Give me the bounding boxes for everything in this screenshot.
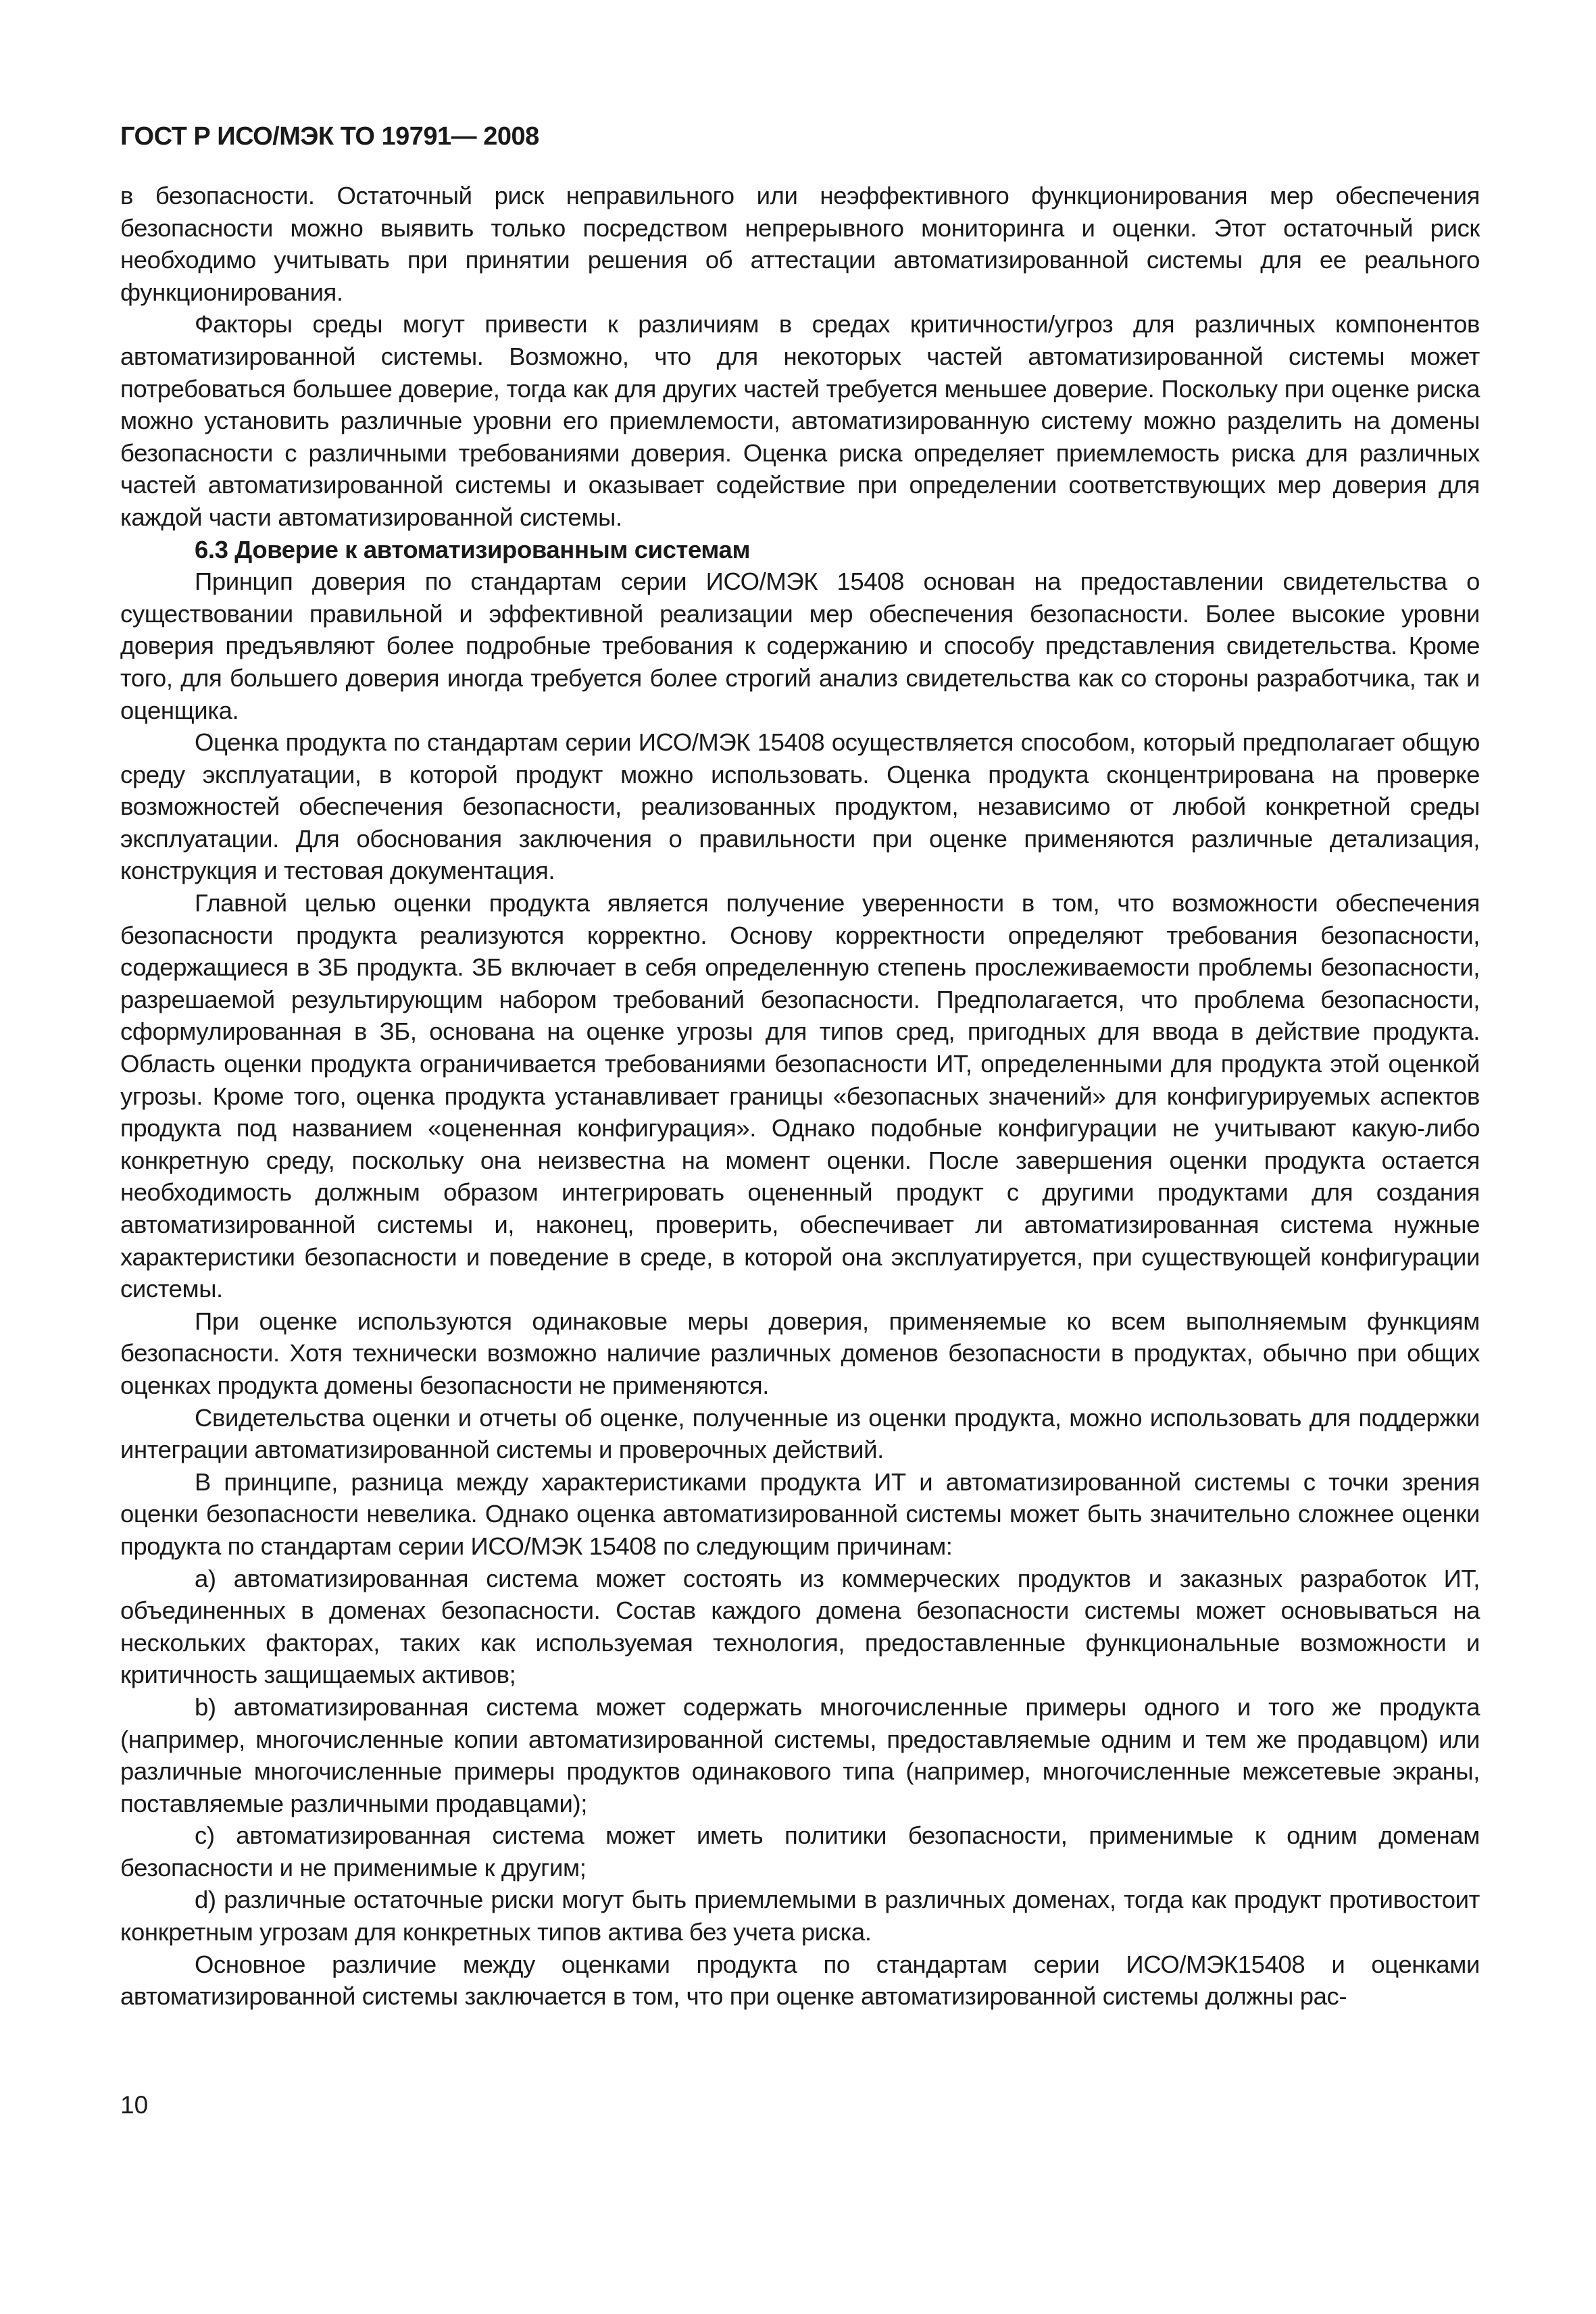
paragraph: Главной целью оценки продукта является получение уверенности в том, что возможности обеспечения безопасности продукта реализуются корректно. Основу корректности определяют требования безопасности, содержащиеся в ЗБ продукта. ЗБ включает в себя определенную степень прослеживаемости проблемы безопасности, разрешаемой результирующим набором требований безопасности. Предполагается, что проблема безопасности, сформулированная в ЗБ, основана на оценке угрозы для типов сред, пригодных для ввода в действие продукта. Область оценки продукта ограничивается требованиями безопасности ИТ, определенными для продукта этой оценкой угрозы. Кроме того, оценка продукта устанавливает границы «безопасных значений» для конфигурируемых аспектов продукта под названием «оцененная конфигурация». Однако подобные конфигурации не учитывают какую-либо конкретную среду, поскольку она неизвестна на момент оценки. После завершения оценки продукта остается необходимость должным образом интегрировать оцененный продукт с другими продуктами для создания автоматизированной системы и, наконец, проверить, обеспечивает ли автоматизированная система нужные характеристики безопасности и поведение в среде, в которой она эксплуатируется, при существующей конфигурации системы. <box>120 889 1480 1303</box>
paragraph: Оценка продукта по стандартам серии ИСО/МЭК 15408 осуществляется способом, который предполагает общую среду эксплуатации, в которой продукт можно использовать. Оценка продукта сконцентрирована на проверке возможностей обеспечения безопасности, реализованных продуктом, независимо от любой конкретной среды эксплуатации. Для обоснования заключения о правильности при оценке применяются различные детализация, конструкция и тестовая документация. <box>120 728 1480 885</box>
paragraph: Факторы среды могут привести к различиям в средах критичности/угроз для различных компонентов автоматизированной системы. Возможно, что для некоторых частей автоматизированной системы может потребоваться большее доверие, тогда как для других частей требуется меньшее доверие. Поскольку при оценке риска можно установить различные уровни его приемлемости, автоматизированную систему можно разделить на домены безопасности с различными требованиями доверия. Оценка риска определяет приемлемость риска для различных частей автоматизированной системы и оказывает содействие при определении соответствующих мер доверия для каждой части автоматизированной системы. <box>120 310 1480 531</box>
document-body <box>120 180 1480 2013</box>
section-heading: 6.3 Доверие к автоматизированным системам <box>195 535 751 563</box>
document-header: ГОСТ Р ИСО/МЭК ТО 19791— 2008 <box>120 122 539 151</box>
paragraph: в безопасности. Остаточный риск неправильного или неэффективного функционирования мер обеспечения безопасности можно выявить только посредством непрерывного мониторинга и оценки. Этот остаточный риск необходимо учитывать при принятии решения об аттестации автоматизированной системы для ее реального функционирования. <box>120 182 1480 306</box>
paragraph: d) различные остаточные риски могут быть приемлемыми в различных доменах, тогда как продукт противостоит конкретным угрозам для конкретных типов актива без учета риска. <box>120 1886 1480 1946</box>
paragraph: Основное различие между оценками продукта по стандартам серии ИСО/МЭК15408 и оценками автоматизированной системы заключается в том, что при оценке автоматизированной системы должны рас- <box>120 1950 1480 2011</box>
paragraph: В принципе, разница между характеристиками продукта ИТ и автоматизированной системы с точки зрения оценки безопасности невелика. Однако оценка автоматизированной системы может быть значительно сложнее оценки продукта по стандартам серии ИСО/МЭК 15408 по следующим причинам: <box>120 1467 1480 1560</box>
paragraph: Принцип доверия по стандартам серии ИСО/МЭК 15408 основан на предоставлении свидетельства о существовании правильной и эффективной реализации мер обеспечения безопасности. Более высокие уровни доверия предъявляют более подробные требования к содержанию и способу представления свидетельства. Кроме того, для большего доверия иногда требуется более строгий анализ свидетельства как со стороны разработчика, так и оценщика. <box>120 568 1480 724</box>
paragraph: b) автоматизированная система может содержать многочисленные примеры одного и того же продукта (например, многочисленные копии автоматизированной системы, предоставляемые одним и тем же продавцом) или различные многочисленные примеры продуктов одинакового типа (например, многочисленные межсетевые экраны, поставляемые различными продавцами); <box>120 1692 1480 1817</box>
paragraph: Свидетельства оценки и отчеты об оценке, полученные из оценки продукта, можно использовать для поддержки интеграции автоматизированной системы и проверочных действий. <box>120 1403 1480 1464</box>
page-number: 10 <box>120 2091 149 2119</box>
document-page <box>120 120 1480 2013</box>
paragraph: c) автоматизированная система может иметь политики безопасности, применимые к одним доменам безопасности и не применимые к другим; <box>120 1821 1480 1882</box>
paragraph: a) автоматизированная система может состоять из коммерческих продуктов и заказных разработок ИТ, объединенных в доменах безопасности. Состав каждого домена безопасности системы может основываться на нескольких факторах, таких как используемая технология, предоставленные функциональные возможности и критичность защищаемых активов; <box>120 1564 1480 1689</box>
paragraph: При оценке используются одинаковые меры доверия, применяемые ко всем выполняемым функциям безопасности. Хотя технически возможно наличие различных доменов безопасности в продуктах, обычно при общих оценках продукта домены безопасности не применяются. <box>120 1307 1480 1399</box>
